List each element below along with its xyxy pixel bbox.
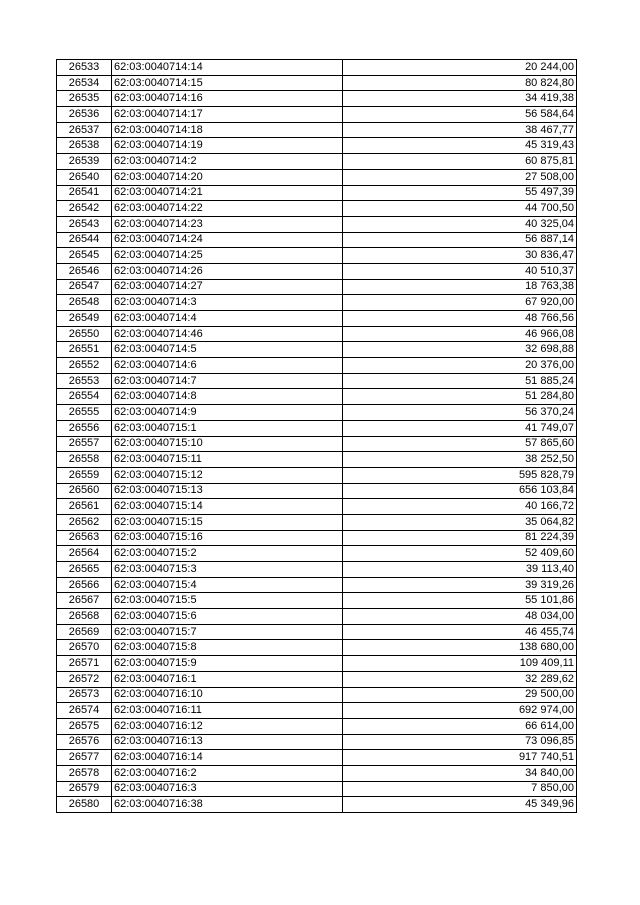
row-number-cell: 26561 <box>57 499 112 515</box>
cadastral-number-cell: 62:03:0040714:17 <box>112 107 343 123</box>
row-number-cell: 26560 <box>57 483 112 499</box>
row-number-cell: 26550 <box>57 326 112 342</box>
table-row <box>57 91 577 107</box>
cadastral-number-cell: 62:03:0040716:2 <box>112 765 343 781</box>
row-number-cell: 26551 <box>57 342 112 358</box>
value-cell: 20 376,00 <box>343 358 577 374</box>
row-number-cell: 26553 <box>57 373 112 389</box>
table-row <box>57 797 577 813</box>
table-row <box>57 185 577 201</box>
table-row <box>57 718 577 734</box>
value-cell: 40 510,37 <box>343 263 577 279</box>
table-row <box>57 750 577 766</box>
cadastral-number-cell: 62:03:0040715:4 <box>112 577 343 593</box>
cadastral-number-cell: 62:03:0040714:4 <box>112 311 343 327</box>
row-number-cell: 26555 <box>57 405 112 421</box>
value-cell: 35 064,82 <box>343 514 577 530</box>
row-number-cell: 26543 <box>57 216 112 232</box>
table-row <box>57 279 577 295</box>
cadastral-number-cell: 62:03:0040715:13 <box>112 483 343 499</box>
table-row <box>57 530 577 546</box>
value-cell: 56 370,24 <box>343 405 577 421</box>
row-number-cell: 26554 <box>57 389 112 405</box>
cadastral-number-cell: 62:03:0040715:6 <box>112 609 343 625</box>
cadastral-number-cell: 62:03:0040714:27 <box>112 279 343 295</box>
table-row <box>57 295 577 311</box>
cadastral-number-cell: 62:03:0040715:5 <box>112 593 343 609</box>
cadastral-number-cell: 62:03:0040714:2 <box>112 154 343 170</box>
row-number-cell: 26570 <box>57 640 112 656</box>
cadastral-number-cell: 62:03:0040716:14 <box>112 750 343 766</box>
table-row <box>57 609 577 625</box>
row-number-cell: 26536 <box>57 107 112 123</box>
row-number-cell: 26552 <box>57 358 112 374</box>
row-number-cell: 26569 <box>57 624 112 640</box>
table-row <box>57 624 577 640</box>
table-row <box>57 687 577 703</box>
cadastral-number-cell: 62:03:0040714:18 <box>112 122 343 138</box>
value-cell: 692 974,00 <box>343 703 577 719</box>
table-row <box>57 420 577 436</box>
cadastral-number-cell: 62:03:0040715:12 <box>112 467 343 483</box>
table-row <box>57 326 577 342</box>
table-row <box>57 107 577 123</box>
cadastral-number-cell: 62:03:0040715:9 <box>112 656 343 672</box>
value-cell: 51 284,80 <box>343 389 577 405</box>
cadastral-number-cell: 62:03:0040716:3 <box>112 781 343 797</box>
table-row <box>57 216 577 232</box>
cadastral-number-cell: 62:03:0040715:2 <box>112 546 343 562</box>
row-number-cell: 26542 <box>57 201 112 217</box>
cadastral-number-cell: 62:03:0040714:19 <box>112 138 343 154</box>
value-cell: 80 824,80 <box>343 75 577 91</box>
value-cell: 20 244,00 <box>343 60 577 76</box>
cadastral-number-cell: 62:03:0040716:38 <box>112 797 343 813</box>
row-number-cell: 26541 <box>57 185 112 201</box>
value-cell: 55 497,39 <box>343 185 577 201</box>
row-number-cell: 26557 <box>57 436 112 452</box>
cadastral-number-cell: 62:03:0040716:11 <box>112 703 343 719</box>
table-row <box>57 640 577 656</box>
cadastral-number-cell: 62:03:0040716:13 <box>112 734 343 750</box>
value-cell: 67 920,00 <box>343 295 577 311</box>
row-number-cell: 26549 <box>57 311 112 327</box>
row-number-cell: 26576 <box>57 734 112 750</box>
table-row <box>57 593 577 609</box>
table-row <box>57 232 577 248</box>
table-row <box>57 436 577 452</box>
table-row <box>57 577 577 593</box>
cadastral-number-cell: 62:03:0040715:3 <box>112 562 343 578</box>
row-number-cell: 26566 <box>57 577 112 593</box>
value-cell: 39 319,26 <box>343 577 577 593</box>
value-cell: 48 766,56 <box>343 311 577 327</box>
row-number-cell: 26545 <box>57 248 112 264</box>
row-number-cell: 26533 <box>57 60 112 76</box>
value-cell: 30 836,47 <box>343 248 577 264</box>
value-cell: 51 885,24 <box>343 373 577 389</box>
row-number-cell: 26568 <box>57 609 112 625</box>
cadastral-number-cell: 62:03:0040715:14 <box>112 499 343 515</box>
table-row <box>57 562 577 578</box>
cadastral-number-cell: 62:03:0040714:8 <box>112 389 343 405</box>
table-body <box>57 60 577 813</box>
row-number-cell: 26579 <box>57 781 112 797</box>
cadastral-number-cell: 62:03:0040715:1 <box>112 420 343 436</box>
table-row <box>57 656 577 672</box>
table-row <box>57 389 577 405</box>
value-cell: 56 584,64 <box>343 107 577 123</box>
table-row <box>57 60 577 76</box>
value-cell: 55 101,86 <box>343 593 577 609</box>
value-cell: 41 749,07 <box>343 420 577 436</box>
value-cell: 7 850,00 <box>343 781 577 797</box>
row-number-cell: 26546 <box>57 263 112 279</box>
cadastral-number-cell: 62:03:0040714:26 <box>112 263 343 279</box>
table-row <box>57 467 577 483</box>
cadastral-number-cell: 62:03:0040714:3 <box>112 295 343 311</box>
value-cell: 34 840,00 <box>343 765 577 781</box>
value-cell: 18 763,38 <box>343 279 577 295</box>
value-cell: 45 319,43 <box>343 138 577 154</box>
value-cell: 52 409,60 <box>343 546 577 562</box>
value-cell: 595 828,79 <box>343 467 577 483</box>
value-cell: 73 096,85 <box>343 734 577 750</box>
row-number-cell: 26563 <box>57 530 112 546</box>
table-row <box>57 452 577 468</box>
cadastral-number-cell: 62:03:0040716:12 <box>112 718 343 734</box>
row-number-cell: 26578 <box>57 765 112 781</box>
cadastral-number-cell: 62:03:0040715:15 <box>112 514 343 530</box>
cadastral-number-cell: 62:03:0040715:11 <box>112 452 343 468</box>
cadastral-number-cell: 62:03:0040714:5 <box>112 342 343 358</box>
value-cell: 66 614,00 <box>343 718 577 734</box>
cadastral-number-cell: 62:03:0040715:10 <box>112 436 343 452</box>
cadastral-number-cell: 62:03:0040714:7 <box>112 373 343 389</box>
table-row <box>57 514 577 530</box>
table-row <box>57 734 577 750</box>
row-number-cell: 26534 <box>57 75 112 91</box>
value-cell: 32 289,62 <box>343 671 577 687</box>
value-cell: 34 419,38 <box>343 91 577 107</box>
table-row <box>57 483 577 499</box>
table-row <box>57 248 577 264</box>
cadastral-number-cell: 62:03:0040715:16 <box>112 530 343 546</box>
row-number-cell: 26580 <box>57 797 112 813</box>
cadastral-number-cell: 62:03:0040714:21 <box>112 185 343 201</box>
value-cell: 38 252,50 <box>343 452 577 468</box>
value-cell: 81 224,39 <box>343 530 577 546</box>
value-cell: 39 113,40 <box>343 562 577 578</box>
row-number-cell: 26556 <box>57 420 112 436</box>
value-cell: 46 455,74 <box>343 624 577 640</box>
cadastral-number-cell: 62:03:0040714:22 <box>112 201 343 217</box>
table-row <box>57 546 577 562</box>
row-number-cell: 26577 <box>57 750 112 766</box>
row-number-cell: 26572 <box>57 671 112 687</box>
value-cell: 40 325,04 <box>343 216 577 232</box>
cadastral-value-table <box>56 59 577 813</box>
row-number-cell: 26559 <box>57 467 112 483</box>
row-number-cell: 26540 <box>57 169 112 185</box>
cadastral-number-cell: 62:03:0040715:7 <box>112 624 343 640</box>
cadastral-number-cell: 62:03:0040714:16 <box>112 91 343 107</box>
table-row <box>57 342 577 358</box>
value-cell: 138 680,00 <box>343 640 577 656</box>
table-row <box>57 201 577 217</box>
row-number-cell: 26567 <box>57 593 112 609</box>
table-row <box>57 154 577 170</box>
cadastral-number-cell: 62:03:0040716:1 <box>112 671 343 687</box>
row-number-cell: 26544 <box>57 232 112 248</box>
value-cell: 27 508,00 <box>343 169 577 185</box>
table-row <box>57 671 577 687</box>
cadastral-number-cell: 62:03:0040714:24 <box>112 232 343 248</box>
value-cell: 109 409,11 <box>343 656 577 672</box>
cadastral-number-cell: 62:03:0040716:10 <box>112 687 343 703</box>
table-row <box>57 122 577 138</box>
cadastral-number-cell: 62:03:0040714:9 <box>112 405 343 421</box>
cadastral-number-cell: 62:03:0040714:14 <box>112 60 343 76</box>
value-cell: 40 166,72 <box>343 499 577 515</box>
row-number-cell: 26571 <box>57 656 112 672</box>
table-row <box>57 781 577 797</box>
cadastral-number-cell: 62:03:0040714:46 <box>112 326 343 342</box>
row-number-cell: 26558 <box>57 452 112 468</box>
table-row <box>57 499 577 515</box>
cadastral-number-cell: 62:03:0040714:25 <box>112 248 343 264</box>
value-cell: 48 034,00 <box>343 609 577 625</box>
table-row <box>57 138 577 154</box>
row-number-cell: 26573 <box>57 687 112 703</box>
row-number-cell: 26574 <box>57 703 112 719</box>
value-cell: 656 103,84 <box>343 483 577 499</box>
value-cell: 56 887,14 <box>343 232 577 248</box>
cadastral-number-cell: 62:03:0040714:15 <box>112 75 343 91</box>
row-number-cell: 26564 <box>57 546 112 562</box>
table-row <box>57 405 577 421</box>
row-number-cell: 26538 <box>57 138 112 154</box>
table-row <box>57 311 577 327</box>
row-number-cell: 26539 <box>57 154 112 170</box>
row-number-cell: 26562 <box>57 514 112 530</box>
table-row <box>57 169 577 185</box>
row-number-cell: 26575 <box>57 718 112 734</box>
row-number-cell: 26535 <box>57 91 112 107</box>
table-row <box>57 765 577 781</box>
table-row <box>57 703 577 719</box>
value-cell: 29 500,00 <box>343 687 577 703</box>
value-cell: 60 875,81 <box>343 154 577 170</box>
row-number-cell: 26547 <box>57 279 112 295</box>
row-number-cell: 26537 <box>57 122 112 138</box>
cadastral-number-cell: 62:03:0040714:6 <box>112 358 343 374</box>
value-cell: 38 467,77 <box>343 122 577 138</box>
value-cell: 32 698,88 <box>343 342 577 358</box>
table-row <box>57 75 577 91</box>
value-cell: 57 865,60 <box>343 436 577 452</box>
table-row <box>57 358 577 374</box>
cadastral-number-cell: 62:03:0040714:23 <box>112 216 343 232</box>
value-cell: 45 349,96 <box>343 797 577 813</box>
table-row <box>57 373 577 389</box>
value-cell: 46 966,08 <box>343 326 577 342</box>
row-number-cell: 26548 <box>57 295 112 311</box>
table-row <box>57 263 577 279</box>
cadastral-number-cell: 62:03:0040715:8 <box>112 640 343 656</box>
cadastral-number-cell: 62:03:0040714:20 <box>112 169 343 185</box>
value-cell: 917 740,51 <box>343 750 577 766</box>
value-cell: 44 700,50 <box>343 201 577 217</box>
row-number-cell: 26565 <box>57 562 112 578</box>
